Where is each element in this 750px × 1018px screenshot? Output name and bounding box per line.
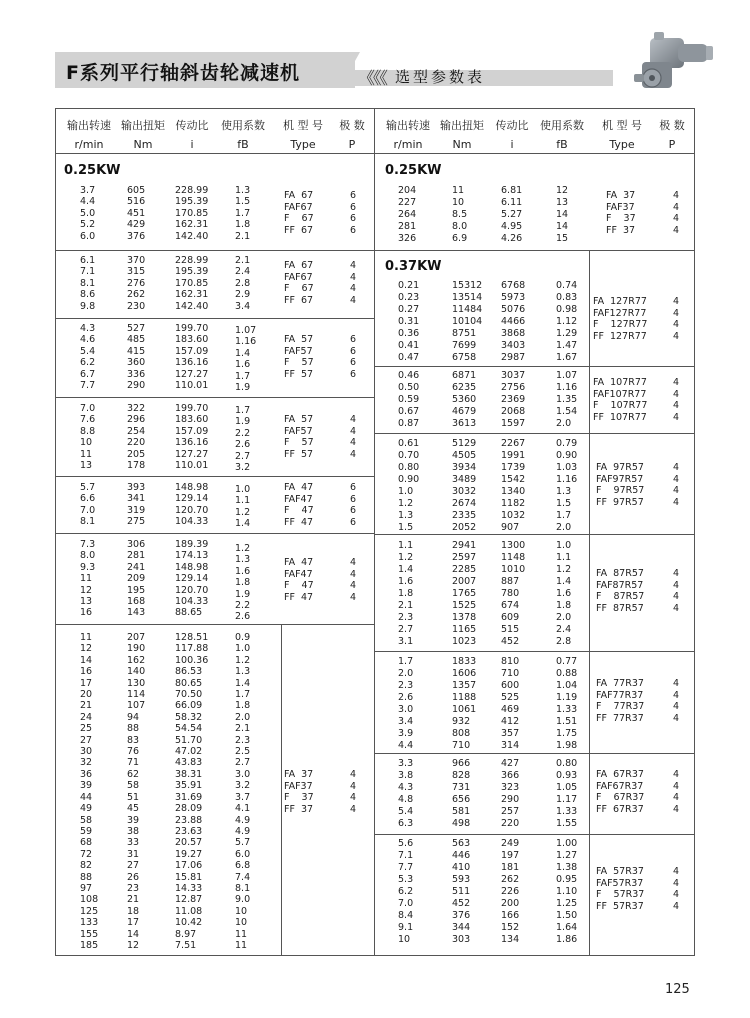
col-header-factor: 使用系数 fB [221,119,265,151]
model-list: FA 67R37 FAF67R37 F 67R37 FF 67R37 [596,769,645,815]
torque-values: 605 516 451 429 376 [127,185,146,242]
factor-values: 1.0 1.1 1.2 1.4 1.6 1.8 2.0 2.4 2.8 [556,540,572,647]
factor-values: 0.77 0.88 1.04 1.19 1.33 1.51 1.75 1.98 [556,656,578,751]
torque-values: 563 446 410 593 511 452 376 344 303 [452,838,471,945]
group-divider [374,753,695,754]
col-header-poles: 极 数 P [659,119,685,151]
torque-values: 1833 1606 1357 1188 1061 932 808 710 [452,656,477,751]
model-list: FA 57 FAF57 F 57 FF 57 [284,414,314,460]
model-list: FA 97R57 FAF97R57 F 97R57 FF 97R57 [596,462,645,508]
col-header-model: 机 型 号 Type [283,119,323,151]
speed-values: 5.7 6.6 7.0 8.1 [80,482,96,528]
page-title: F系列平行轴斜齿轮减速机 [66,62,300,84]
model-list: FA 87R57 FAF87R57 F 87R57 FF 87R57 [596,568,645,614]
pole-values: 4 4 4 4 [673,568,680,614]
group-divider [55,476,374,477]
speed-values: 0.46 0.50 0.59 0.67 0.87 [398,370,420,429]
ratio-values: 189.39 174.13 148.98 129.14 120.70 104.33 88.65 [175,539,209,619]
torque-values: 15312 13514 11484 10104 8751 7699 6758 [452,280,483,363]
speed-values: 1.7 2.0 2.3 2.6 3.0 3.4 3.9 4.4 [398,656,414,751]
ratio-values: 148.98 129.14 120.70 104.33 [175,482,209,528]
power-label: 0.37KW [385,259,442,274]
group-divider [374,834,695,835]
model-list: FA 107R77 FAF107R77 F 107R77 FF 107R77 [593,377,648,423]
factor-values: 0.79 0.90 1.03 1.16 1.3 1.5 1.7 2.0 [556,438,578,533]
torque-values: 11 10 8.5 8.0 6.9 [452,185,468,244]
speed-values: 3.3 3.8 4.3 4.8 5.4 6.3 [398,758,414,829]
speed-values: 6.1 7.1 8.1 8.6 9.8 [80,255,96,312]
group-divider [55,624,374,625]
power-label: 0.25KW [64,163,121,178]
model-list: FA 47 FAF47 F 47 FF 47 [284,557,314,603]
pole-values: 4 4 4 4 [350,769,357,815]
torque-values: 5129 4505 3934 3489 3032 2674 2335 2052 [452,438,477,533]
header-separator [374,153,695,154]
group-divider [374,250,695,251]
group-divider [55,533,374,534]
ratio-values: 228.99 195.39 170.85 162.31 142.40 [175,185,209,242]
factor-values: 1.2 1.3 1.6 1.8 1.9 2.2 2.6 [235,543,251,623]
col-header-ratio: 传动比 i [175,119,209,151]
factor-values: 2.1 2.4 2.8 2.9 3.4 [235,255,251,312]
factor-values: 12 13 14 14 15 [556,185,569,244]
speed-values: 5.6 7.1 7.7 5.3 6.2 7.0 8.4 9.1 10 [398,838,414,945]
ratio-values: 6768 5973 5076 4466 3868 3403 2987 [501,280,526,363]
ratio-values: 228.99 195.39 170.85 162.31 142.40 [175,255,209,312]
pole-values: 4 4 4 4 [673,377,680,423]
speed-values: 7.3 8.0 9.3 11 12 13 16 [80,539,96,619]
speed-values: 204 227 264 281 326 [398,185,417,244]
col-header-speed: 输出转速 r/min [386,119,430,151]
pole-values: 4 4 4 4 [350,557,357,603]
pole-values: 6 6 6 6 [350,190,357,236]
pole-values: 4 4 4 4 [673,296,680,342]
ratio-values: 128.51 117.88 100.36 86.53 80.65 70.50 66.09 58.32 54.54 51.70 47.02 43.83 38.31 35.91 31.69 28.09 23.88 23.63 20.57 19.27 17.06 15.81 14.33 12.87 11.08 10.42 8.97 7.51 [175,632,209,951]
model-list: FA 57R37 FAF57R37 F 57R37 FF 57R37 [596,866,645,912]
factor-values: 1.3 1.5 1.7 1.8 2.1 [235,185,251,242]
pole-values: 4 4 4 4 [673,678,680,724]
table-divider [374,108,375,956]
page-header [0,0,750,110]
group-divider [55,397,374,398]
speed-values: 4.3 4.6 5.4 6.2 6.7 7.7 [80,323,96,392]
col-header-ratio: 传动比 i [495,119,529,151]
chevron-icon: 《《《 [358,69,386,89]
column-divider [589,250,590,956]
factor-values: 0.9 1.0 1.2 1.3 1.4 1.7 1.8 2.0 2.1 2.3 2.5 2.7 3.0 3.2 3.7 4.1 4.9 4.9 5.7 6.0 6.8 7.4 8.1 9.0 10 10 11 11 [235,632,251,951]
speed-values: 7.0 7.6 8.8 10 11 13 [80,403,96,472]
model-list: FA 77R37 FAF77R37 F 77R37 FF 77R37 [596,678,645,724]
model-list: FA 127R77 FAF127R77 F 127R77 FF 127R77 [593,296,648,342]
pole-values: 6 6 6 6 [350,334,357,380]
group-divider [55,318,374,319]
speed-values: 0.61 0.70 0.80 0.90 1.0 1.2 1.3 1.5 [398,438,420,533]
model-list: FA 67 FAF67 F 67 FF 67 [284,190,314,236]
factor-values: 1.00 1.27 1.38 0.95 1.10 1.25 1.50 1.64 1.86 [556,838,578,945]
torque-values: 306 281 241 209 195 168 143 [127,539,146,619]
speed-values: 0.21 0.23 0.27 0.31 0.36 0.41 0.47 [398,280,420,363]
model-list: FA 37 FAF37 F 37 FF 37 [606,190,636,236]
col-header-model: 机 型 号 Type [602,119,642,151]
torque-values: 393 341 319 275 [127,482,146,528]
col-header-factor: 使用系数 fB [540,119,584,151]
model-list: FA 37 FAF37 F 37 FF 37 [284,769,314,815]
pole-values: 4 4 4 4 [673,866,680,912]
factor-values: 1.0 1.1 1.2 1.4 [235,484,251,530]
ratio-values: 427 366 323 290 257 220 [501,758,520,829]
page-number: 125 [665,982,690,997]
pole-values: 4 4 4 4 [350,414,357,460]
factor-values: 0.80 0.93 1.05 1.17 1.33 1.55 [556,758,578,829]
column-divider [281,624,282,956]
col-header-speed: 输出转速 r/min [67,119,111,151]
factor-values: 0.74 0.83 0.98 1.12 1.29 1.47 1.67 [556,280,578,363]
group-divider [374,651,695,652]
ratio-values: 6.81 6.11 5.27 4.95 4.26 [501,185,523,244]
gear-reducer-image [632,28,716,98]
torque-values: 966 828 731 656 581 498 [452,758,471,829]
model-list: FA 47 FAF47 F 47 FF 47 [284,482,314,528]
group-divider [374,366,695,367]
speed-values: 3.7 4.4 5.0 5.2 6.0 [80,185,96,242]
pole-values: 6 6 6 6 [350,482,357,528]
factor-values: 1.07 1.16 1.35 1.54 2.0 [556,370,578,429]
factor-values: 1.07 1.16 1.4 1.6 1.7 1.9 [235,325,257,394]
model-list: FA 57 FAF57 F 57 FF 57 [284,334,314,380]
pole-values: 4 4 4 4 [673,462,680,508]
torque-values: 370 315 276 262 230 [127,255,146,312]
factor-values: 1.7 1.9 2.2 2.6 2.7 3.2 [235,405,251,474]
group-divider [55,250,374,251]
ratio-values: 3037 2756 2369 2068 1597 [501,370,526,429]
col-header-poles: 极 数 P [339,119,365,151]
model-list: FA 67 FAF67 F 67 FF 67 [284,260,314,306]
page-subtitle: 选型参数表 [395,68,486,86]
power-label: 0.25KW [385,163,442,178]
ratio-values: 199.70 183.60 157.09 136.16 127.27 110.01 [175,323,209,392]
ratio-values: 2267 1991 1739 1542 1340 1182 1032 907 [501,438,526,533]
ratio-values: 199.70 183.60 157.09 136.16 127.27 110.01 [175,403,209,472]
col-header-torque: 输出扭矩 Nm [440,119,484,151]
pole-values: 4 4 4 4 [673,769,680,815]
torque-values: 6871 6235 5360 4679 3613 [452,370,477,429]
torque-values: 527 485 415 360 336 290 [127,323,146,392]
group-divider [374,433,695,434]
ratio-values: 810 710 600 525 469 412 357 314 [501,656,520,751]
pole-values: 4 4 4 4 [673,190,680,236]
ratio-values: 1300 1148 1010 887 780 674 609 515 452 [501,540,526,647]
pole-values: 4 4 4 4 [350,260,357,306]
torque-values: 2941 2597 2285 2007 1765 1525 1378 1165 1023 [452,540,477,647]
header-separator [55,153,374,154]
torque-values: 322 296 254 220 205 178 [127,403,146,472]
selection-table [55,108,695,956]
speed-values: 1.1 1.2 1.4 1.6 1.8 2.1 2.3 2.7 3.1 [398,540,414,647]
ratio-values: 249 197 181 262 226 200 166 152 134 [501,838,520,945]
torque-values: 207 190 162 140 130 114 107 94 88 83 76 71 62 58 51 45 39 38 33 31 27 26 23 21 18 17 14 12 [127,632,146,951]
group-divider [374,534,695,535]
speed-values: 11 12 14 16 17 20 21 24 25 27 30 32 36 39 44 49 58 59 68 72 82 88 97 108 125 133 155 185 [80,632,99,951]
col-header-torque: 输出扭矩 Nm [121,119,165,151]
